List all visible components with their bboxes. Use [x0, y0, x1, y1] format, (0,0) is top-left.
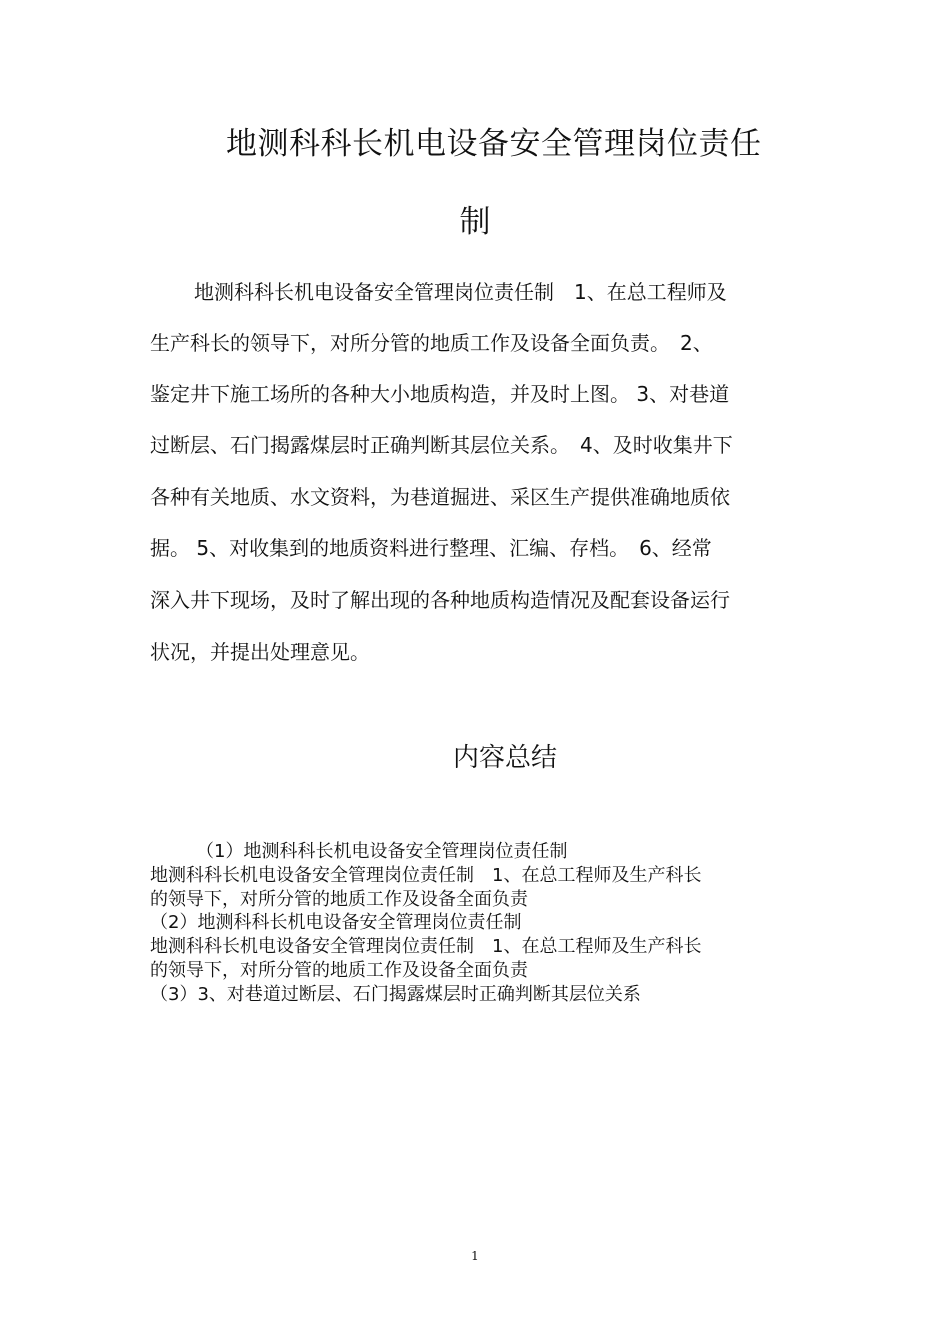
summary-line: （2）地测科科长机电设备安全管理岗位责任制 [150, 912, 522, 933]
summary-line: 的领导下，对所分管的地质工作及设备全面负责 [150, 889, 528, 910]
summary-line: 的领导下，对所分管的地质工作及设备全面负责 [150, 960, 528, 981]
summary-line: 地测科科长机电设备安全管理岗位责任制 1、在总工程师及生产科长 [150, 936, 702, 957]
summary-heading: 内容总结 [452, 743, 557, 773]
document-title-line-2: 制 [459, 204, 491, 240]
document-title-line-1: 地测科科长机电设备安全管理岗位责任 [226, 126, 762, 162]
summary-line: （3）3、对巷道过断层、石门揭露煤层时正确判断其层位关系 [150, 984, 641, 1005]
body-line: 地测科科长机电设备安全管理岗位责任制 1、在总工程师及 [194, 280, 727, 304]
body-line: 各种有关地质、水文资料，为巷道掘进、采区生产提供准确地质依 [150, 485, 730, 509]
body-line: 生产科长的领导下，对所分管的地质工作及设备全面负责。 2、 [150, 331, 713, 355]
body-line: 状况，并提出处理意见。 [150, 640, 370, 664]
summary-line: （1）地测科科长机电设备安全管理岗位责任制 [196, 841, 568, 862]
page-number: 1 [471, 1249, 479, 1263]
body-line: 深入井下现场，及时了解出现的各种地质构造情况及配套设备运行 [150, 588, 730, 612]
body-line: 过断层、石门揭露煤层时正确判断其层位关系。 4、及时收集井下 [150, 433, 733, 457]
body-line: 据。 5、对收集到的地质资料进行整理、汇编、存档。 6、经常 [150, 536, 712, 560]
summary-line: 地测科科长机电设备安全管理岗位责任制 1、在总工程师及生产科长 [150, 865, 702, 886]
body-line: 鉴定井下施工场所的各种大小地质构造，并及时上图。 3、对巷道 [150, 382, 730, 406]
